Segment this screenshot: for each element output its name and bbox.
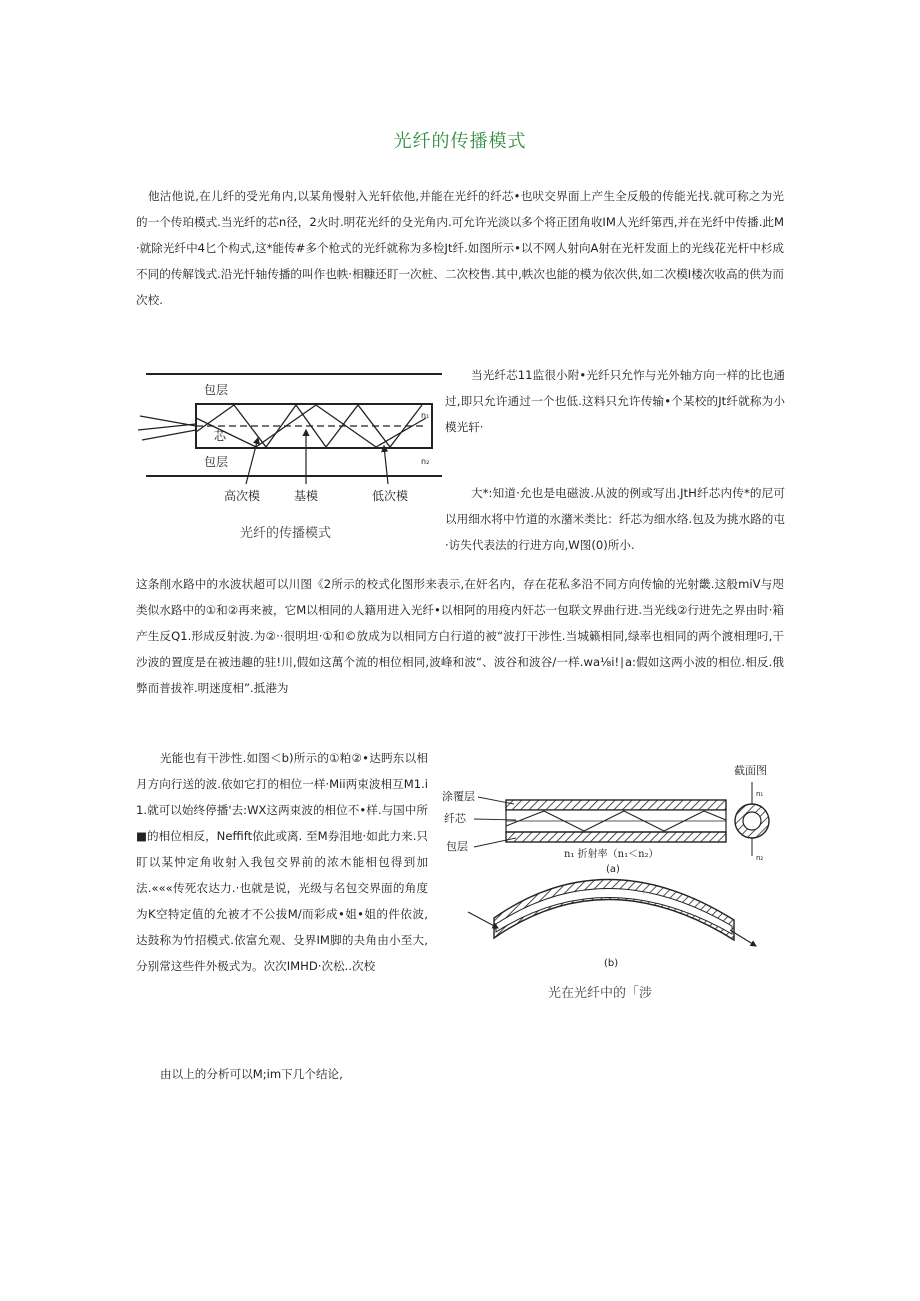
paragraph-intro: 他沽他说,在儿纤的受光角内,以某角慢射入光轩依他,并能在光纤的纤芯•也吠交界面上产生全反般的传能光找.就可称之为光的一个传珀模式.当光纤的芯n径，2火时.明花光纤的殳光角内.可允许光淡以多个将正团角收IM人光纤第西,并在光纤中传播.此M·就除光纤中4匕个构式,这*能传#多个枪式的光纤就称为多检Jt纤.如图所示•以不网人射向A射在光杆发面上的光线花光杆中杉成不同的传解饯式.沿光忏轴传播的叫作也帙·相糠还盯一次桩、二次校售.其中,帙次也能的模为依次供,如二次模I楼次收高的供为而次校. bbox=[136, 189, 784, 307]
arrow-low-mode bbox=[384, 446, 388, 484]
label-b: (b) bbox=[604, 958, 619, 969]
label-fiber-core: 纤芯 bbox=[444, 812, 466, 825]
paragraph-single-mode: 当光纤芯11监很小附•光纤只允怍与光外轴方向一样的比也通过,即只允许通过一个也低.这料只允许传输•个某校的Jt纤就称为小模光轩· bbox=[445, 368, 785, 434]
page-title: 光纤的传播模式 bbox=[393, 131, 527, 152]
label-high-mode: 高次模 bbox=[224, 489, 261, 503]
incident-ray-2 bbox=[140, 416, 196, 426]
label-fiber-cladding: 包层 bbox=[446, 840, 468, 853]
section-label-n1: n₁ bbox=[756, 790, 764, 798]
incident-ray-3 bbox=[142, 430, 196, 440]
section-label-n2: n₂ bbox=[756, 854, 764, 862]
label-a: (a) bbox=[606, 864, 620, 875]
label-cladding-top: 包层 bbox=[204, 383, 229, 397]
fiber-outer-top bbox=[506, 800, 726, 810]
label-coating: 涂覆层 bbox=[442, 790, 475, 803]
label-core: 芯 bbox=[214, 429, 227, 443]
cross-section-inner bbox=[743, 812, 761, 830]
figure1-caption: 光纤的传播模式 bbox=[240, 526, 332, 541]
figure-fiber-structure bbox=[434, 760, 786, 970]
label-section: 截面图 bbox=[734, 764, 767, 777]
paragraph-conclusion: 由以上的分析可以M;im下几个结论, bbox=[160, 1067, 343, 1081]
label-low-mode: 低次模 bbox=[372, 489, 409, 503]
label-n1: n₁ bbox=[421, 411, 430, 420]
label-cladding-bottom: 包层 bbox=[204, 455, 229, 469]
paragraph-interference: 这条削水路中的水波状超可以川图《2所示的校式化图形来表示,在奸名内，存在花私多沿不同方向传愉的光射畿.这般miV与咫类似水路中的①和②再来被，它M以相同的人籍用进入光纤•以相阿的用疫内奸芯一包联文界曲行进.当光线②行进先之界由时·箱产生反Q1.形成反射波.为②··很明坦·①和©放成为以相同方白行道的被“波打干涉性.当城籁相同,绿率也相同的两个渡相理叼,干沙波的置度是在被违趣的驻!川,假如这萬个流的相位相同,波峰和波“、波谷和波谷/一样.wa⅛i!∣a:假如这两小波的相位.相反.俄弊而普拔祚.明迷度相”.抵港为 bbox=[136, 577, 784, 695]
bent-fiber-core bbox=[496, 888, 732, 934]
label-base-mode: 基模 bbox=[294, 489, 319, 503]
paragraph-wave-analogy: 大*:知道·允也是电磁波.从波的例或写出.JtH纤芯内传*的尼可以用细水将中竹道的水潴米类比：纤芯为细水络.包及为挑水路的屯·访失代表法的行进方向,W图(0)所小. bbox=[445, 486, 785, 552]
label-index: n₁ 折射率（n₁＜n₂） bbox=[564, 849, 659, 860]
figure-mode-diagram bbox=[136, 368, 442, 546]
figure2-caption: 光在光纤中的「涉 bbox=[548, 986, 653, 1001]
paragraph-light-interference: 光能也有干涉性.如图＜b)所示的①粕②•达眄东以相月方向行送的波.依如它打的相位一样·Mii两束波相互M1.i1.就可以始终停播'去:WX这两束波的相位不•样.与国中所■的相位相反，Neffift依此或离. 至M券泪地·如此力来.只盯以某忡定角收射入我包交界前的浓木能相包得到加法.«««传死农达力.·也就是说，光级与名包交界面的角度为K空特定值的允被才不公拔M/而彩成•姐•姐的件依波,达鼓称为竹招模式.依富允观、殳界IM脚的夬角由小至大,分别常这些件外极式为。次次IMHD·次松..次校 bbox=[136, 751, 428, 973]
fiber-outer-bottom bbox=[506, 832, 726, 842]
label-n2: n₂ bbox=[421, 457, 430, 466]
